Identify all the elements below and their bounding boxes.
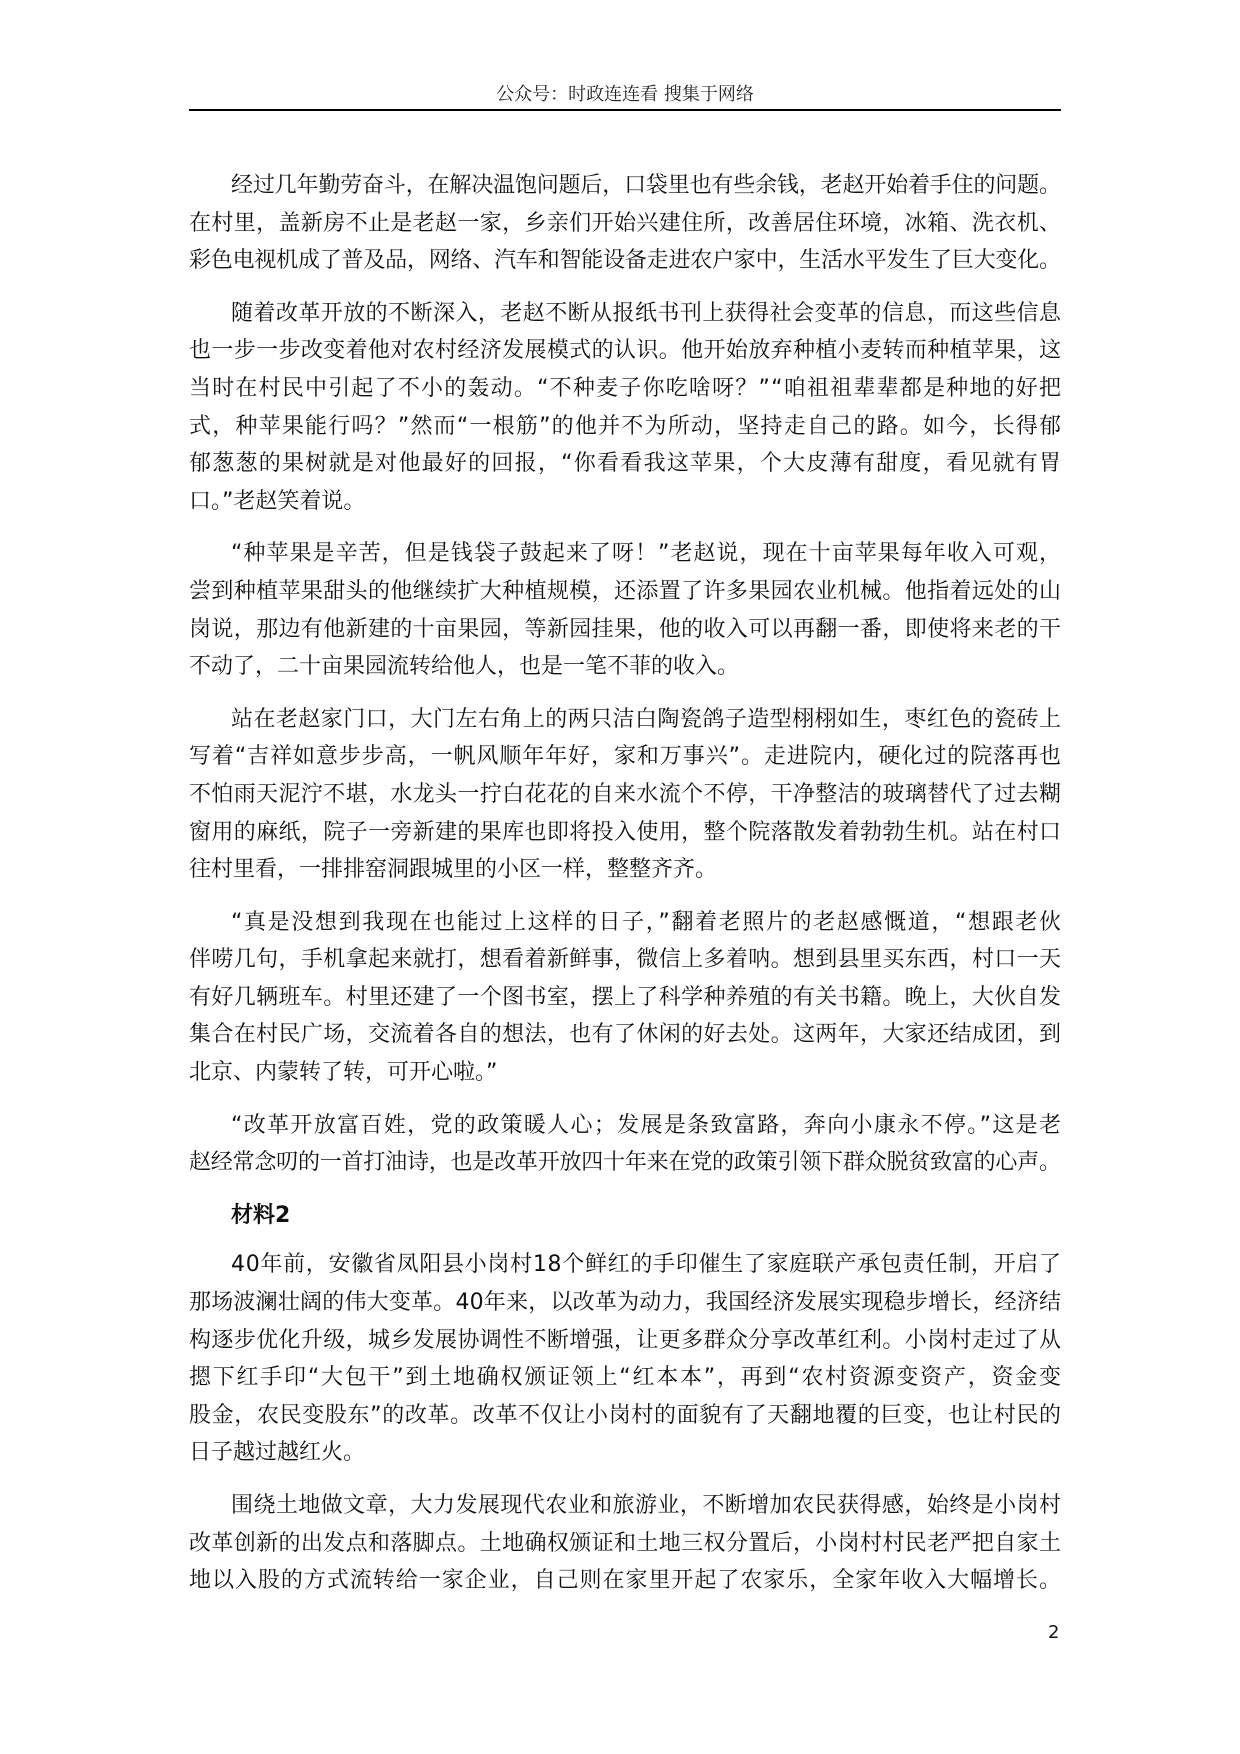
text-line: 在村里，盖新房不止是老赵一家，乡亲们开始兴建住所，改善居住环境，冰箱、洗衣机、 xyxy=(189,210,1062,236)
paragraph xyxy=(189,1487,1061,1600)
text-line: 式，种苹果能行吗？”然而“一根筋”的他并不为所动，坚持走自己的路。如今，长得郁 xyxy=(189,413,1063,439)
text-line: 也一步一步改变着他对农村经济发展模式的认识。他开始放弃种植小麦转而种植苹果，这 xyxy=(189,338,1062,364)
text-line: 改革创新的出发点和落脚点。土地确权颁证和土地三权分置后，小岗村村民老严把自家土 xyxy=(189,1530,1062,1556)
text-line: 尝到种植苹果甜头的他继续扩大种植规模，还添置了许多果园农业机械。他指着远处的山 xyxy=(189,578,1062,604)
text-line: 构逐步优化升级，城乡发展协调性不断增强，让更多群众分享改革红利。小岗村走过了从 xyxy=(189,1327,1062,1353)
text-line: 窗用的麻纸，院子一旁新建的果库也即将投入使用，整个院落散发着勃勃生机。站在村口 xyxy=(189,819,1062,845)
text-line: 赵经常念叨的一首打油诗，也是改革开放四十年来在党的政策引领下群众脱贫致富的心声。 xyxy=(189,1150,1061,1176)
text-line: “真是没想到我现在也能过上这样的日子，”翻着老照片的老赵感慨道，“想跟老伙 xyxy=(231,909,1063,935)
text-line: 摁下红手印“大包干”到土地确权颁证领上“红本本”，再到“农村资源变资产，资金变 xyxy=(189,1365,1063,1391)
text-line: 不怕雨天泥泞不堪，水龙头一拧白花花的自来水流个不停，干净整洁的玻璃替代了过去糊 xyxy=(189,781,1062,807)
text-line: 经过几年勤劳奋斗，在解决温饱问题后，口袋里也有些余钱，老赵开始着手住的问题。 xyxy=(231,173,1061,198)
paragraph xyxy=(189,167,1061,280)
text-line: 口。”老赵笑着说。 xyxy=(189,488,366,514)
paragraph xyxy=(189,904,1061,1092)
text-line: 岗说，那边有他新建的十亩果园，等新园挂果，他的收入可以再翻一番，即使将来老的干 xyxy=(189,616,1062,642)
paragraph xyxy=(189,295,1061,521)
text-line: 北京、内蒙转了转，可开心啦。” xyxy=(189,1060,498,1086)
paragraph xyxy=(189,535,1061,685)
text-line: 股金，农民变股东”的改革。改革不仅让小岗村的面貌有了天翻地覆的巨变，也让村民的 xyxy=(189,1402,1062,1428)
text-line: “改革开放富百姓，党的政策暖人心；发展是条致富路，奔向小康永不停。”这是老 xyxy=(231,1112,1063,1138)
text-line: 彩色电视机成了普及品，网络、汽车和智能设备走进农户家中，生活水平发生了巨大变化。 xyxy=(189,248,1061,274)
text-line: 不动了，二十亩果园流转给他人，也是一笔不菲的收入。 xyxy=(189,654,740,680)
text-line: 伴唠几句，手机拿起来就打，想看着新鲜事，微信上多着呐。想到县里买东西，村口一天 xyxy=(189,947,1062,973)
text-line: 站在老赵家门口，大门左右角上的两只洁白陶瓷鸽子造型栩栩如生，枣红色的瓷砖上 xyxy=(231,706,1062,732)
paragraph xyxy=(189,1107,1061,1182)
text-line: 日子越过越红火。 xyxy=(189,1440,366,1466)
text-line: 集合在村民广场，交流着各自的想法，也有了休闲的好去处。这两年，大家还结成团，到 xyxy=(189,1022,1062,1048)
text-line: 随着改革开放的不断深入，老赵不断从报纸书刊上获得社会变革的信息，而这些信息 xyxy=(231,300,1062,326)
text-line: 往村里看，一排排窑洞跟城里的小区一样，整整齐齐。 xyxy=(189,857,718,883)
text-line: “种苹果是辛苦，但是钱袋子鼓起来了呀！”老赵说，现在十亩苹果每年收入可观， xyxy=(231,541,1063,567)
paragraph xyxy=(189,1246,1061,1472)
text-line: 写着“吉祥如意步步高，一帆风顺年年好，家和万事兴”。走进院内，硬化过的院落再也 xyxy=(189,744,1062,770)
text-line: 那场波澜壮阔的伟大变革。40年来，以改革为动力，我国经济发展实现稳步增长，经济结 xyxy=(189,1290,1062,1316)
text-line: 40年前，安徽省凤阳县小岗村18个鲜红的手印催生了家庭联产承包责任制，开启了 xyxy=(231,1252,1062,1278)
text-line: 围绕土地做文章，大力发展现代农业和旅游业，不断增加农民获得感，始终是小岗村 xyxy=(231,1493,1062,1518)
text-line: 有好几辆班车。村里还建了一个图书室，摆上了科学种养殖的有关书籍。晚上，大伙自发 xyxy=(189,984,1062,1010)
paragraph xyxy=(189,701,1061,889)
section-title: 材料2 xyxy=(231,1202,291,1228)
page-number: 2 xyxy=(1048,1622,1060,1643)
page-header: 公众号：时政连连看 搜集于网络 xyxy=(496,84,754,105)
text-line: 地以入股的方式流转给一家企业，自己则在家里开起了农家乐，全家年收入大幅增长。 xyxy=(189,1568,1062,1594)
text-line: 当时在村民中引起了不小的轰动。“不种麦子你吃啥呀？”“咱祖祖辈辈都是种地的好把 xyxy=(189,375,1063,401)
header-rule xyxy=(189,109,1061,111)
document-body xyxy=(189,167,1061,1615)
text-line: 郁葱葱的果树就是对他最好的回报，“你看看我这苹果，个大皮薄有甜度，看见就有胃 xyxy=(189,451,1063,477)
